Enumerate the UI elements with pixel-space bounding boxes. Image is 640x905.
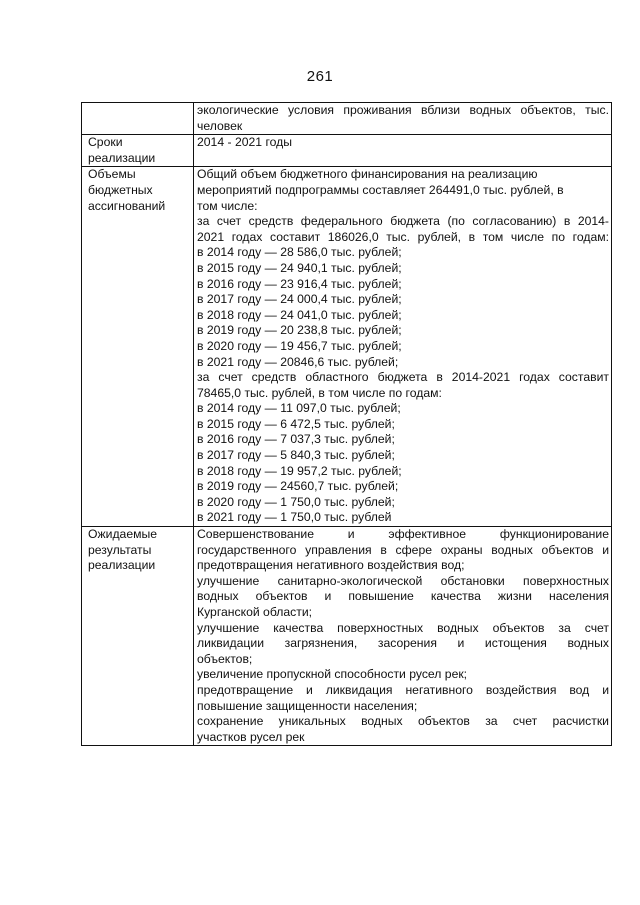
content-line: улучшение качества поверхностных водных объектов за счет bbox=[197, 620, 609, 635]
content-line: улучшение санитарно-экологической обстановки поверхностных bbox=[197, 573, 609, 588]
content-line: в 2016 году — 23 916,4 тыс. рублей; bbox=[197, 276, 402, 291]
content-line: том числе: bbox=[197, 198, 258, 213]
content-line: ликвидации загрязнения, засорения и истощения водных bbox=[197, 636, 609, 651]
content-line: предотвращение и ликвидация негативного воздействия вод и bbox=[197, 682, 609, 697]
content-line: в 2018 году — 24 041,0 тыс. рублей; bbox=[197, 307, 402, 322]
content-line: человек bbox=[197, 118, 243, 133]
row-label-line: ассигнований bbox=[88, 198, 166, 213]
content-line: в 2017 году — 24 000,4 тыс. рублей; bbox=[197, 292, 402, 307]
row-label-line: Сроки bbox=[88, 135, 123, 150]
page-number: 261 bbox=[306, 68, 334, 85]
content-line: в 2015 году — 24 940,1 тыс. рублей; bbox=[197, 260, 402, 275]
content-line: в 2014 году — 11 097,0 тыс. рублей; bbox=[197, 401, 401, 416]
content-line: в 2014 году — 28 586,0 тыс. рублей; bbox=[197, 245, 402, 260]
row-content-cell bbox=[194, 103, 612, 135]
content-line: экологические условия проживания вблизи водных объектов, тыс. bbox=[197, 103, 609, 117]
content-line: мероприятий подпрограммы составляет 264491,0 тыс. рублей, в bbox=[197, 182, 564, 197]
row-label-line: результаты bbox=[88, 542, 152, 557]
row-label-line: реализации bbox=[88, 150, 156, 165]
content-line: объектов; bbox=[197, 651, 253, 666]
content-line: предотвращения негативного воздействия вод; bbox=[197, 558, 465, 573]
content-line: в 2015 году — 6 472,5 тыс. рублей; bbox=[197, 416, 395, 431]
content-line: в 2018 году — 19 957,2 тыс. рублей; bbox=[197, 463, 402, 478]
content-line: участков русел рек bbox=[197, 729, 305, 744]
row-content-cell bbox=[194, 135, 612, 167]
row-label-line: Объемы bbox=[88, 167, 136, 182]
content-line: Курганской области; bbox=[197, 605, 313, 619]
content-line: в 2021 году — 1 750,0 тыс. рублей bbox=[197, 510, 392, 525]
row-content-cell bbox=[194, 527, 612, 746]
row-label-cell bbox=[82, 103, 194, 135]
content-line: в 2020 году — 19 456,7 тыс. рублей; bbox=[197, 338, 402, 353]
content-line: 78465,0 тыс. рублей, в том числе по годам: bbox=[197, 385, 442, 400]
content-line: в 2017 году — 5 840,3 тыс. рублей; bbox=[197, 448, 395, 463]
content-line: сохранение уникальных водных объектов за счет расчистки bbox=[197, 714, 609, 729]
content-line: водных объектов и повышение качества жизни населения bbox=[197, 589, 609, 604]
content-line: Общий объем бюджетного финансирования на реализацию bbox=[197, 167, 538, 182]
row-content-cell bbox=[194, 167, 612, 527]
content-line: в 2019 году — 20 238,8 тыс. рублей; bbox=[197, 323, 402, 338]
row-label-line: бюджетных bbox=[88, 182, 153, 197]
row-label-cell bbox=[82, 527, 194, 746]
row-continuation bbox=[82, 103, 612, 135]
row-timeline bbox=[82, 135, 612, 167]
content-line: государственного управления в сфере охраны водных объектов и bbox=[197, 542, 609, 557]
content-line: 2021 годах составит 186026,0 тыс. рублей, в том числе по годам: bbox=[197, 229, 609, 244]
content-line: повышение защищенности населения; bbox=[197, 698, 418, 713]
row-label-line: Ожидаемые bbox=[88, 527, 158, 542]
content-line: за счет средств областного бюджета в 2014-2021 годах составит bbox=[197, 370, 609, 385]
content-line: в 2016 году — 7 037,3 тыс. рублей; bbox=[197, 432, 395, 447]
row-label-cell bbox=[82, 167, 194, 527]
content-line: в 2021 году — 20846,6 тыс. рублей; bbox=[197, 354, 399, 369]
row-budget bbox=[82, 167, 612, 527]
row-label-cell bbox=[82, 135, 194, 167]
content-line: за счет средств федерального бюджета (по согласованию) в 2014- bbox=[197, 214, 609, 229]
content-line: в 2020 году — 1 750,0 тыс. рублей; bbox=[197, 494, 395, 509]
passport-table bbox=[81, 102, 612, 746]
content-line: 2014 - 2021 годы bbox=[197, 135, 293, 150]
content-line: в 2019 году — 24560,7 тыс. рублей; bbox=[197, 479, 399, 494]
content-line: увеличение пропускной способности русел рек; bbox=[197, 667, 468, 682]
row-expected-results bbox=[82, 527, 612, 746]
content-line: Совершенствование и эффективное функционирование bbox=[197, 527, 609, 542]
row-label-line: реализации bbox=[88, 558, 156, 573]
